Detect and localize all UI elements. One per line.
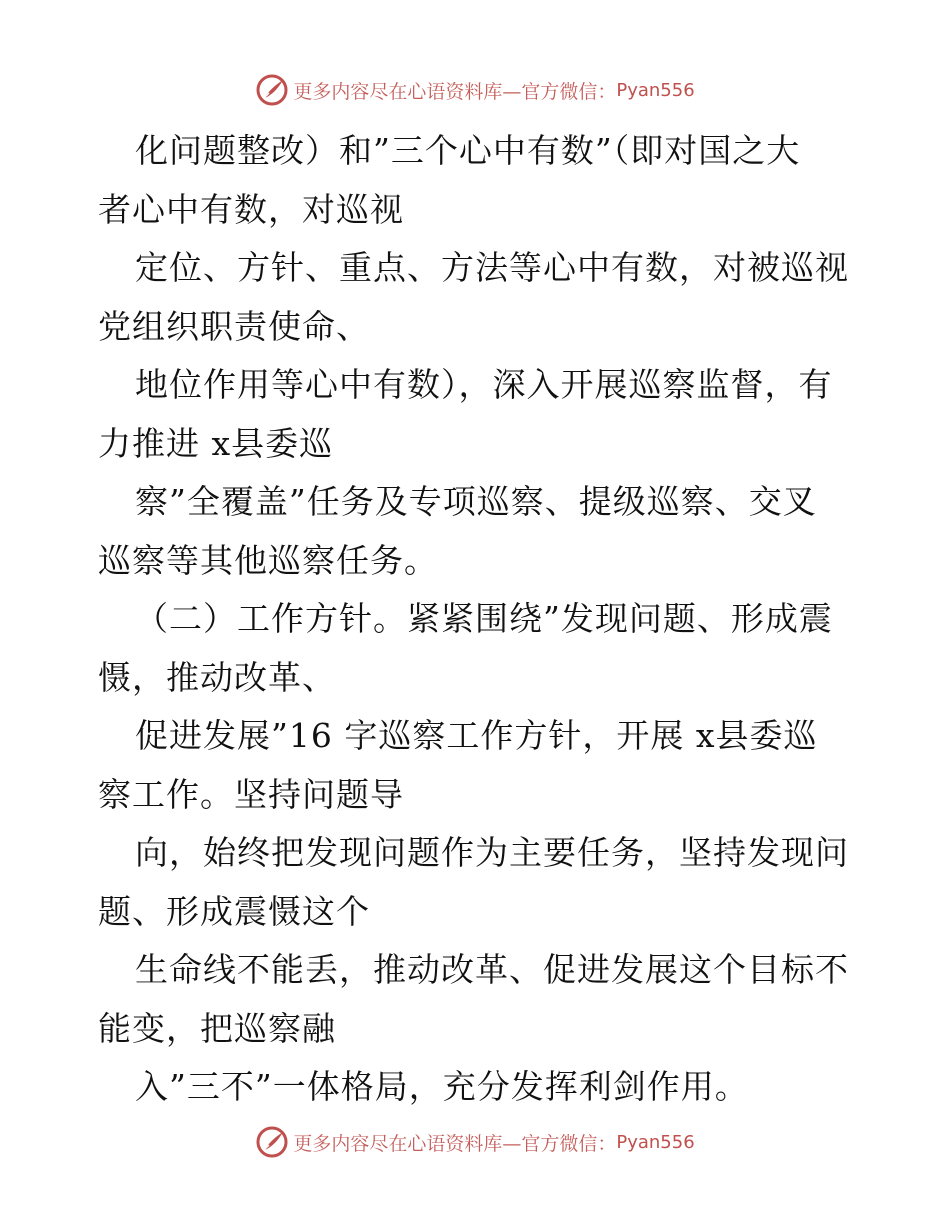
text-line: 党组织职责使命、	[98, 306, 370, 346]
watermark-id: Pyan556	[616, 79, 695, 101]
text-line: 促进发展”16 字巡察工作方针，开展 x县委巡	[135, 716, 818, 755]
text-line: 生命线不能丢，推动改革、促进发展这个目标不	[135, 950, 849, 989]
watermark-id: Pyan556	[616, 1131, 695, 1153]
header-watermark	[0, 70, 950, 110]
text-line: 力推进 x县委巡	[98, 423, 334, 463]
text-line: 慑，推动改革、	[98, 657, 336, 697]
text-line: 入”三不”一体格局，充分发挥利剑作用。	[135, 1067, 749, 1106]
text-line: 巡察等其他巡察任务。	[98, 540, 438, 580]
document-body	[98, 122, 858, 1117]
text-line: 向，始终把发现问题作为主要任务，坚持发现问	[135, 833, 849, 872]
text-line: 者心中有数，对巡视	[98, 189, 404, 229]
watermark-text: 更多内容尽在心语资料库—官方微信：	[293, 80, 617, 103]
text-line: 地位作用等心中有数），深入开展巡察监督，有	[135, 365, 833, 404]
feather-pen-circle-icon	[255, 1125, 289, 1159]
text-line: 定位、方针、重点、方法等心中有数，对被巡视	[135, 248, 849, 287]
text-line: 察”全覆盖”任务及专项巡察、提级巡察、交叉	[135, 482, 817, 521]
text-line: （二）工作方针。紧紧围绕”发现问题、形成震	[135, 599, 833, 638]
text-line: 察工作。坚持问题导	[98, 774, 404, 814]
footer-watermark	[0, 1122, 950, 1162]
text-line: 题、形成震慑这个	[98, 891, 370, 931]
text-line: 化问题整改）和”三个心中有数”（即对国之大	[135, 131, 801, 170]
watermark-text: 更多内容尽在心语资料库—官方微信：	[293, 1132, 617, 1155]
text-line: 能变，把巡察融	[98, 1008, 336, 1048]
feather-pen-circle-icon	[255, 73, 289, 107]
